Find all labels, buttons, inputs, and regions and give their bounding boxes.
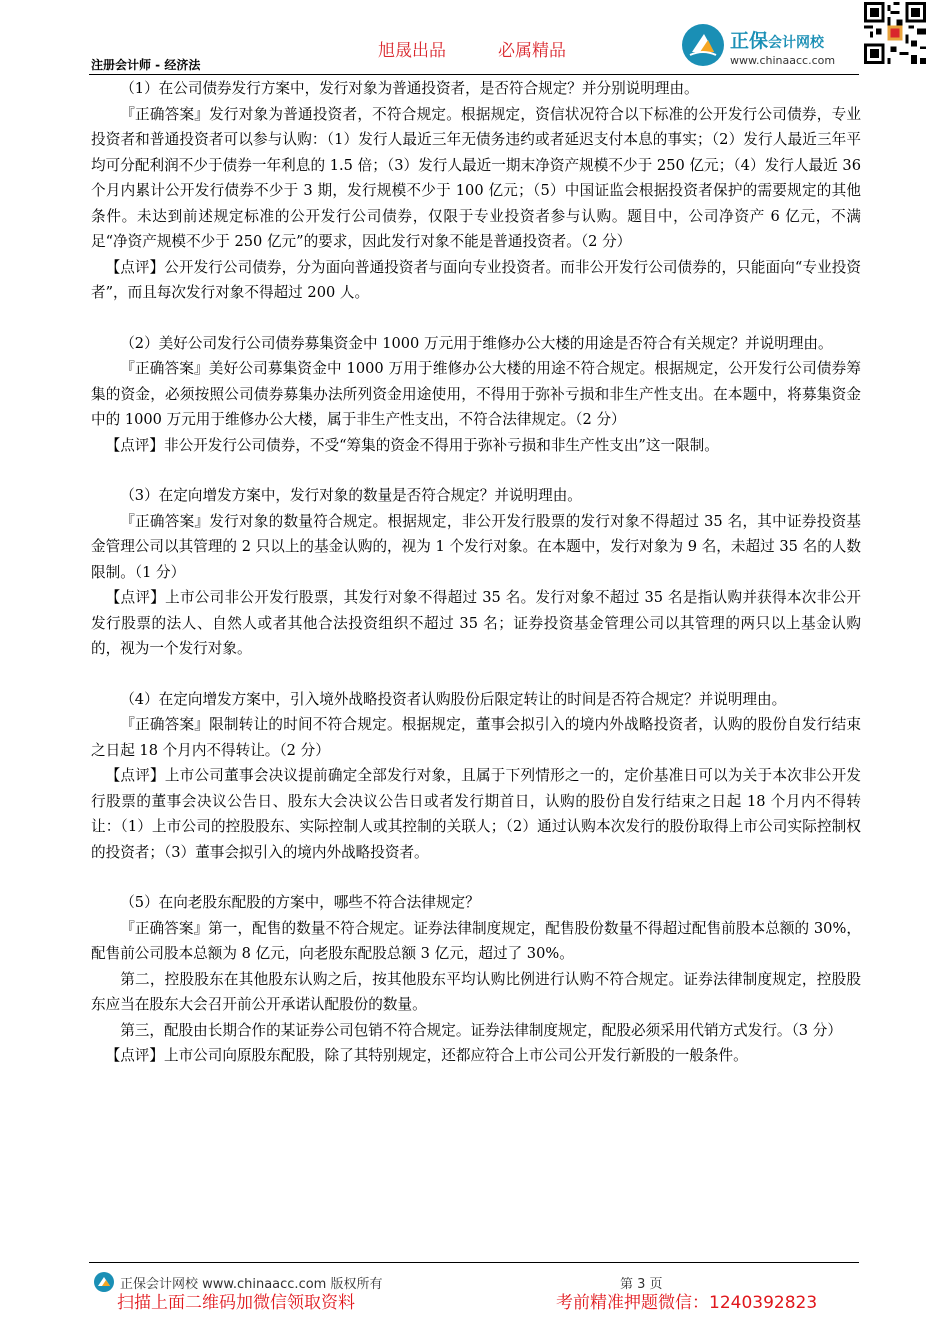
question-2-answer: 『正确答案』美好公司募集资金中 1000 万用于维修办公大楼的用途不符合规定。根据规定，公开发行公司债券筹集的资金，必须按照公司债券募集办法所列资金用途使用，不得用于弥补亏损和非生产性支出。在本题中，将募集资金中的 1000 万元用于维修办公大楼，属于非生产性支出，不符合法律规定。（2 分） — [91, 360, 861, 428]
question-1-comment: 【点评】公开发行公司债券，分为面向普通投资者与面向专业投资者。而非公开发行公司债券的，只能面向“专业投资者”，而且每次发行对象不得超过 200 人。 — [91, 258, 861, 301]
question-4: （4）在定向增发方案中，引入境外战略投资者认购股份后限定转让的时间是否符合规定？并说明理由。 — [120, 690, 787, 708]
question-3: （3）在定向增发方案中，发行对象的数量是否符合规定？并说明理由。 — [120, 487, 582, 504]
footer-copyright: 正保会计网校 www.chinaacc.com 版权所有 — [120, 1277, 383, 1292]
spacer — [91, 865, 861, 890]
question-5: （5）在向老股东配股的方案中，哪些不符合法律规定？ — [120, 894, 480, 911]
logo-name-main: 正保 — [730, 30, 769, 52]
footer-promo-left: 扫描上面二维码加微信领取资料 — [117, 1293, 355, 1313]
page-header — [0, 0, 950, 80]
spacer — [91, 662, 861, 687]
logo-name-sub: 会计网校 — [768, 35, 825, 51]
question-3-comment: 【点评】上市公司非公开发行股票，其发行对象不得超过 35 名。发行对象不超过 35 名是指认购并获得本次非公开发行股票的法人、自然人或者其他合法投资组织不超过 35 名；证券投资基金管理公司以其管理的两只以上基金认购的，视为一个发行对象。 — [91, 589, 861, 657]
logo-url: www.chinaacc.com — [730, 54, 836, 67]
footer-logo-icon — [93, 1271, 115, 1293]
logo-name — [730, 26, 824, 53]
chinaacc-logo — [680, 22, 860, 72]
question-4-answer: 『正确答案』限制转让的时间不符合规定。根据规定，董事会拟引入的境内外战略投资者，认购的股份自发行结束之日起 18 个月内不得转让。（2 分） — [91, 716, 861, 759]
question-3-answer: 『正确答案』发行对象的数量符合规定。根据规定，非公开发行股票的发行对象不得超过 35 名，其中证券投资基金管理公司以其管理的 2 只以上的基金认购的，视为 1 个发行对象。在本题中，发行对象为 9 名，未超过 35 名的人数限制。（1 分） — [91, 512, 861, 581]
logo-mark-icon — [680, 22, 726, 68]
question-5-answer-2: 第二，控股股东在其他股东认购之后，按其他股东平均认购比例进行认购不符合规定。证券法律制度规定，控股股东应当在股东大会召开前公开承诺认配股份的数量。 — [91, 970, 861, 1013]
answer-content — [91, 76, 861, 1069]
header-promo-left: 旭晟出品 — [378, 41, 446, 61]
question-2: （2）美好公司发行公司债券募集资金中 1000 万元用于维修办公大楼的用途是否符合有关规定？并说明理由。 — [120, 334, 833, 352]
spacer — [91, 306, 861, 331]
footer-rule — [89, 1262, 859, 1263]
question-5-answer-3: 第三，配股由长期合作的某证券公司包销不符合规定。证券法律制度规定，配股必须采用代销方式发行。（3 分） — [120, 1021, 842, 1039]
course-title: 注册会计师 - 经济法 — [91, 58, 201, 72]
spacer — [91, 458, 861, 483]
header-rule — [89, 74, 859, 75]
qr-code-icon — [864, 2, 926, 64]
question-5-comment: 【点评】上市公司向原股东配股，除了其特别规定，还都应符合上市公司公开发行新股的一般条件。 — [105, 1047, 748, 1064]
question-5-answer-1: 『正确答案』第一，配售的数量不符合规定。证券法律制度规定，配售股份数量不得超过配售前股本总额的 30%，配售前公司股本总额为 8 亿元，向老股东配股总额 3 亿元，超过了 30%。 — [91, 919, 861, 962]
footer-promo-right: 考前精准押题微信：1240392823 — [556, 1293, 818, 1313]
question-2-comment: 【点评】非公开发行公司债券，不受“筹集的资金不得用于弥补亏损和非生产性支出”这一限制。 — [105, 436, 719, 454]
question-1-answer: 『正确答案』发行对象为普通投资者，不符合规定。根据规定，资信状况符合以下标准的公开发行公司债券，专业投资者和普通投资者可以参与认购：（1）发行人最近三年无债务违约或者延迟支付本息的事实；（2）发行人最近三年平均可分配利润不少于债券一年利息的 1.5 倍；（3）发行人最近一期末净资产规模不少于 250 亿元；（4）发行人最近 36 个月内累计公开发行债券不少于 3 期，发行规模不少于 100 亿元；（5）中国证监会根据投资者保护的需要规定的其他条件。未达到前述规定标准的公开发行公司债券，仅限于专业投资者参与认购。题目中，公司净资产 6 亿元，不满足“净资产规模不少于 250 亿元”的要求，因此发行对象不能是普通投资者。（2 分） — [91, 105, 861, 250]
question-1: （1）在公司债券发行方案中，发行对象为普通投资者，是否符合规定？并分别说明理由。 — [120, 80, 699, 97]
question-4-comment: 【点评】上市公司董事会决议提前确定全部发行对象，且属于下列情形之一的，定价基准日可以为关于本次非公开发行股票的董事会决议公告日、股东大会决议公告日或者发行期首日，认购的股份自发行结束之日起 18 个月内不得转让：（1）上市公司的控股股东、实际控制人或其控制的关联人；（2）通过认购本次发行的股份取得上市公司实际控制权的投资者；（3）董事会拟引入的境内外战略投资者。 — [91, 767, 861, 861]
page-number: 第 3 页 — [620, 1277, 663, 1292]
header-promo-right: 必属精品 — [498, 41, 566, 61]
